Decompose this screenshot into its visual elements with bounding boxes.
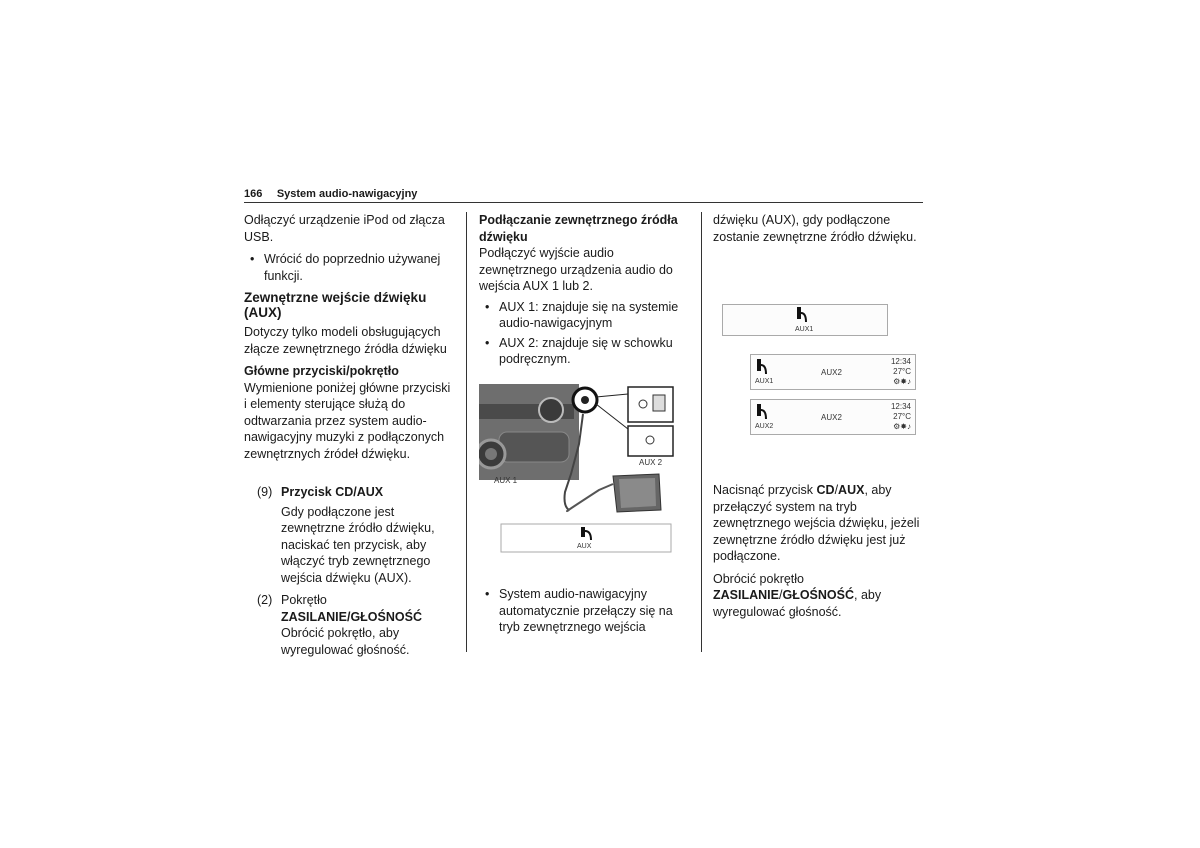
- item-label: Pokrętło: [281, 593, 327, 607]
- item-number: (2): [257, 593, 273, 607]
- item-title: ZASILANIE/GŁOŚNOŚĆ: [281, 609, 422, 624]
- display-source: AUX2: [821, 413, 842, 422]
- display-temperature: 27°C: [893, 367, 911, 376]
- aux2-label: AUX 2: [639, 458, 663, 467]
- display-label: AUX1: [755, 378, 774, 385]
- bullet-item: • AUX 1: znajduje się na systemie audio-nawigacyjnym: [479, 299, 691, 332]
- display-source: AUX2: [821, 368, 842, 377]
- bullet-item: • Wrócić do poprzednio używanej funkcji.: [244, 251, 456, 284]
- column-1: [244, 212, 456, 664]
- paragraph: Dotyczy tylko modeli obsługujących złącze zewnętrznego źródła dźwięku: [244, 325, 447, 356]
- display-clock: 12:34: [890, 402, 911, 411]
- item-text: Gdy podłączone jest zewnętrzne źródło dźwięku, naciskać ten przycisk, aby włączyć tryb zewnętrznego wejścia dźwięku (AUX).: [281, 504, 435, 585]
- page-number: 166: [244, 188, 263, 200]
- page-header: [244, 184, 923, 203]
- display-temperature: 27°C: [893, 412, 911, 421]
- status-icons: ⚙✸♪: [893, 377, 911, 386]
- paragraph: Odłączyć urządzenie iPod od złącza USB.: [244, 213, 445, 244]
- aux-display-2: [750, 354, 916, 390]
- column-divider: [701, 212, 702, 652]
- column-3-bottom: [713, 482, 925, 626]
- subheading: Główne przyciski/pokrętło: [244, 364, 399, 378]
- aux-connection-figure: [479, 384, 691, 559]
- paragraph: Obrócić pokrętło ZASILANIE/GŁOŚNOŚĆ, aby wyregulować głośność.: [713, 571, 882, 619]
- status-icons: ⚙✸♪: [893, 422, 911, 431]
- aux-jack-icon: [795, 307, 809, 323]
- aux1-label: AUX 1: [494, 476, 518, 485]
- aux-jack-icon: [755, 404, 769, 420]
- display-label: AUX1: [795, 326, 814, 333]
- item-text: Obrócić pokrętło, aby wyregulować głośność.: [281, 626, 410, 657]
- section-heading: Zewnętrzne wejście dźwięku (AUX): [244, 290, 427, 320]
- display-aux-label: AUX: [577, 543, 592, 550]
- column-divider: [466, 212, 467, 652]
- column-2: [479, 212, 691, 371]
- column-3: [713, 212, 925, 251]
- paragraph: Nacisnąć przycisk CD/AUX, aby przełączyć system na tryb zewnętrznego wejścia dźwięku, jeżeli zewnętrzne źródło dźwięku jest już podłączone.: [713, 483, 920, 563]
- aux-display-1: [722, 304, 888, 336]
- item-title: Przycisk CD/AUX: [281, 485, 384, 499]
- paragraph: Podłączyć wyjście audio zewnętrznego urządzenia audio do wejścia AUX 1 lub 2.: [479, 246, 673, 293]
- display-label: AUX2: [755, 423, 774, 430]
- numbered-item: [244, 592, 456, 658]
- display-clock: 12:34: [890, 357, 911, 366]
- bullet-item: • AUX 2: znajduje się w schowku podręcznym.: [479, 335, 691, 368]
- section-heading: Podłączanie zewnętrznego źródła dźwięku: [479, 213, 678, 244]
- aux-jack-icon: [755, 359, 769, 375]
- item-number: (9): [257, 485, 273, 499]
- section-title: System audio-nawigacyjny: [276, 188, 418, 200]
- paragraph: Wymienione poniżej główne przyciski i elementy sterujące służą do odtwarzania przez system audio-nawigacyjny muzyki z podłączonych zewnętrznych źródeł dźwięku.: [244, 380, 451, 461]
- paragraph: dźwięku (AUX), gdy podłączone zostanie zewnętrzne źródło dźwięku.: [713, 213, 917, 244]
- console-illustration: [479, 384, 691, 559]
- numbered-item: [244, 484, 456, 586]
- aux-display-3: [750, 399, 916, 435]
- column-2-bottom: [479, 586, 691, 639]
- bullet-item: • System audio-nawigacyjny automatycznie przełączy się na tryb zewnętrznego wejścia: [479, 586, 691, 636]
